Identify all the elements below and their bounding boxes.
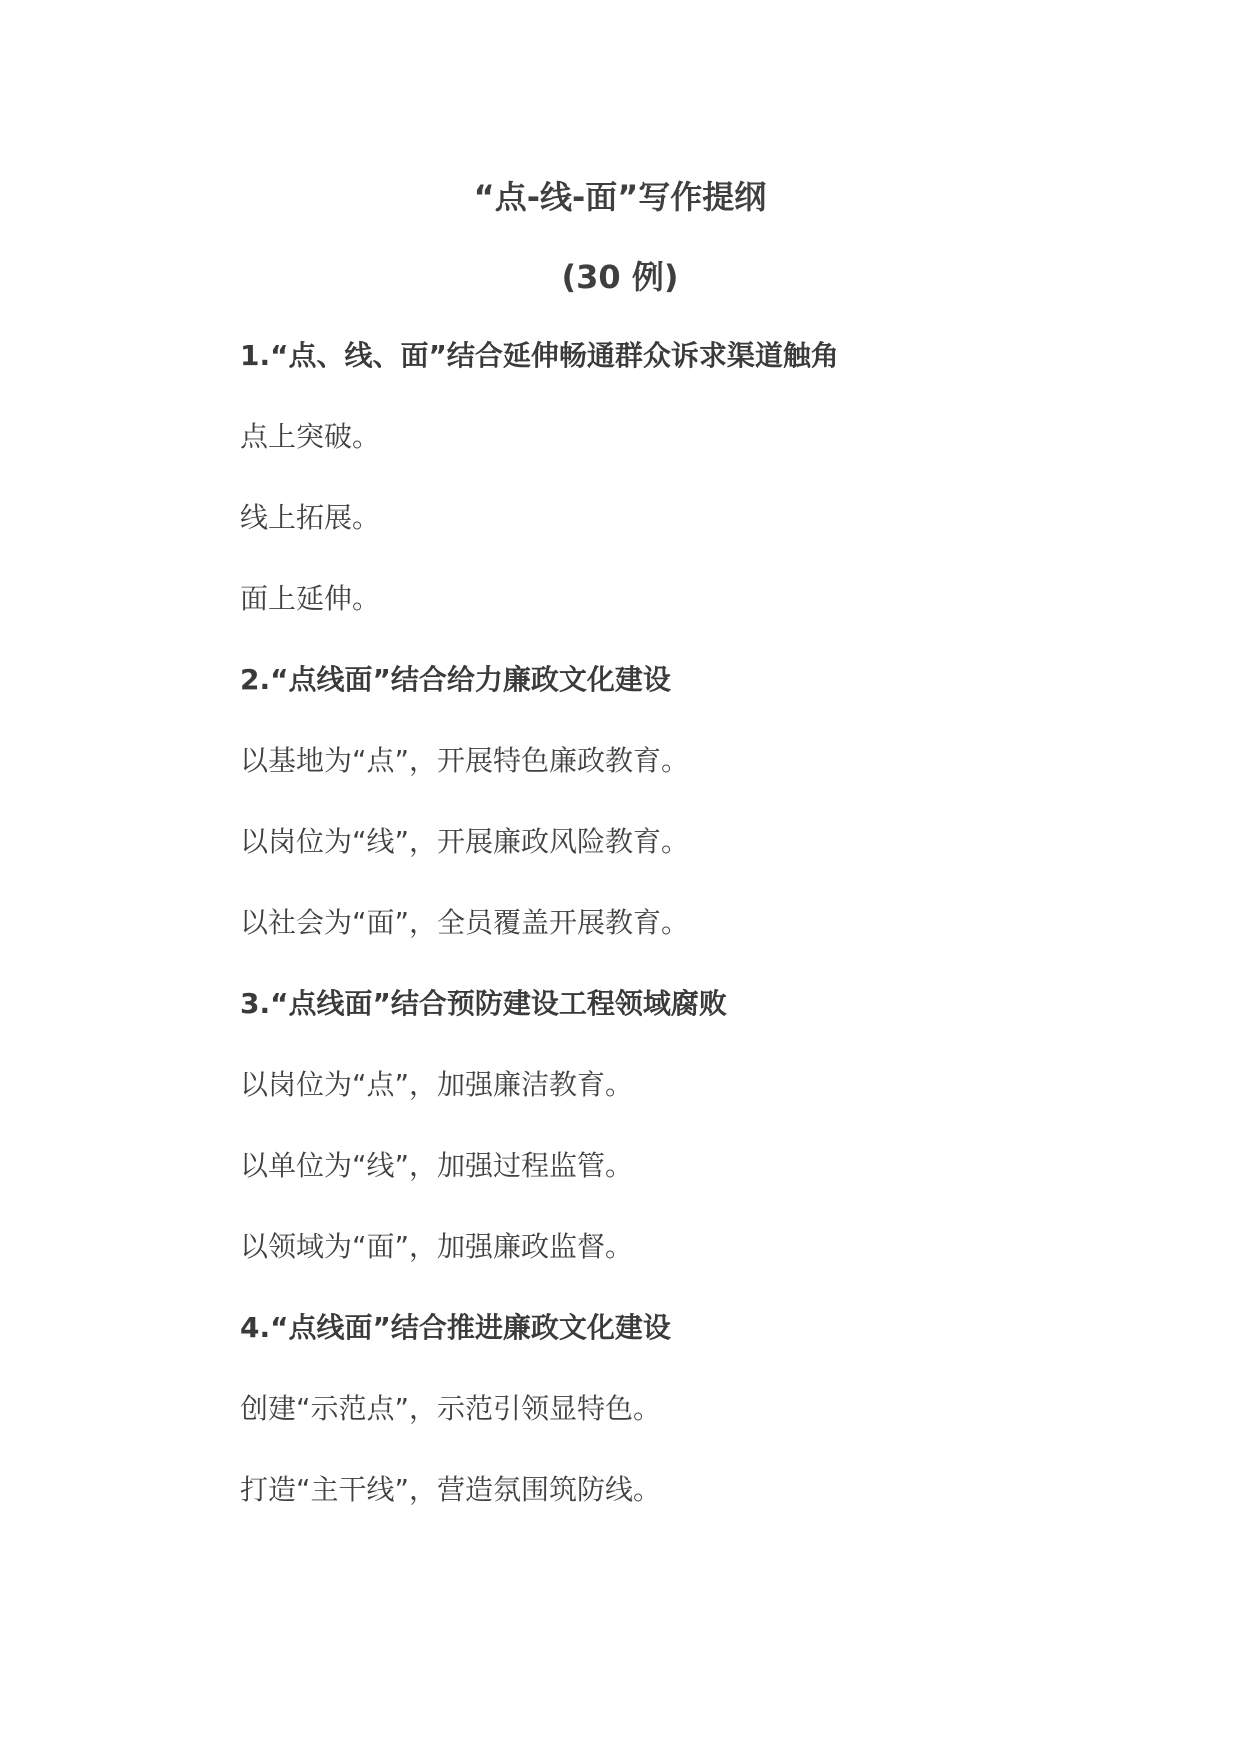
body-line: 以领域为“面”，加强廉政监督。: [240, 1230, 634, 1263]
body-line: 打造“主干线”，营造氛围筑防线。: [240, 1473, 662, 1506]
body-line: 以单位为“线”，加强过程监管。: [240, 1149, 634, 1182]
body-line: 以岗位为“点”，加强廉洁教育。: [240, 1068, 634, 1101]
body-line: 线上拓展。: [240, 501, 381, 534]
body-line: 以岗位为“线”，开展廉政风险教育。: [240, 825, 690, 858]
body-line: 点上突破。: [240, 420, 381, 453]
document-body: [240, 338, 1140, 1553]
document-subtitle: (30 例): [561, 258, 679, 296]
section-heading-2: 2.“点线面”结合给力廉政文化建设: [240, 663, 671, 696]
body-line: 以社会为“面”，全员覆盖开展教育。: [240, 906, 690, 939]
body-line: 创建“示范点”，示范引领显特色。: [240, 1392, 662, 1425]
body-line: 以基地为“点”，开展特色廉政教育。: [240, 744, 690, 777]
document-title: “点-线-面”写作提纲: [473, 178, 767, 216]
body-line: 面上延伸。: [240, 582, 381, 615]
section-heading-4: 4.“点线面”结合推进廉政文化建设: [240, 1311, 671, 1344]
section-heading-1: 1.“点、线、面”结合延伸畅通群众诉求渠道触角: [240, 339, 839, 372]
section-heading-3: 3.“点线面”结合预防建设工程领域腐败: [240, 987, 727, 1020]
